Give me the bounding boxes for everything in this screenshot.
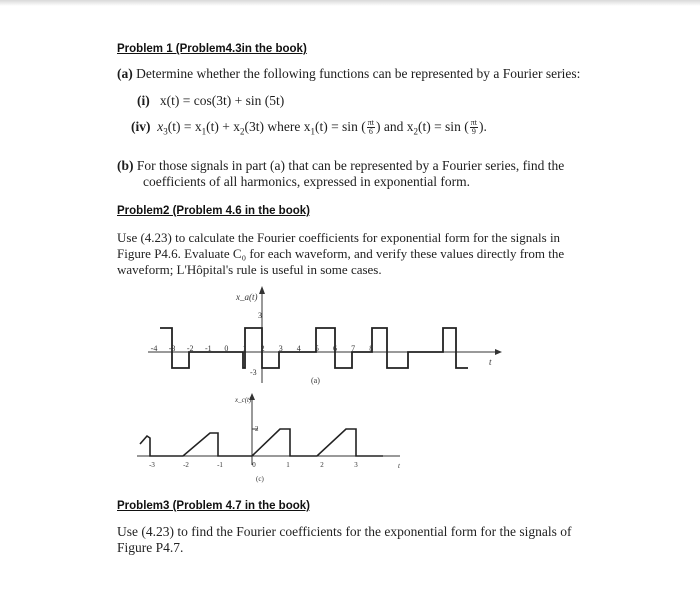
fig-a-ticks-tick: 7 — [351, 344, 356, 353]
problem2-heading: Problem2 (Problem 4.6 in the book) — [117, 205, 310, 217]
fig-c-ylabel: x_c(t) — [235, 396, 252, 404]
item-i-expression: x(t) = cos(3t) + sin (5t) — [159, 93, 285, 108]
item-i-label: (i) — [137, 93, 150, 108]
fig-c-t-label: t — [398, 462, 400, 470]
fig-a-ticks-tick: 5 — [314, 344, 319, 353]
problem1-part-b-line2: coefficients of all harmonics, expressed in exponential form. — [143, 174, 471, 189]
fig-a-ticks-tick: -4 — [150, 344, 158, 353]
fig-a-time-arrow — [495, 349, 502, 355]
expr-part7: (t) = sin ( — [417, 119, 469, 134]
part-a-label: (a) — [117, 66, 133, 81]
sub-2b: 2 — [413, 126, 418, 137]
fig-a-caption: (a) — [311, 376, 320, 385]
fig-a-ticks-tick: 4 — [296, 344, 301, 353]
expr-part8: ). — [478, 119, 487, 134]
problem1-heading: Problem 1 (Problem4.3in the book) — [117, 43, 307, 55]
fig-a-ticks-tick: 3 — [278, 344, 283, 353]
part-b-text-1: For those signals in part (a) that can be represented by a Fourier series, find the — [136, 158, 565, 173]
item-iv-label: (iv) — [131, 119, 151, 134]
fig-c-amp-label: 2 — [255, 425, 259, 433]
fig-a-ticks-tick: 6 — [333, 344, 337, 353]
fig-a-vertical-arrow — [259, 286, 265, 294]
frac1-num: πt — [367, 118, 374, 128]
fig-c-ticks-tick: -3 — [149, 461, 155, 469]
part-a-text: Determine whether the following functions can be represented by a Fourier series: — [136, 66, 581, 81]
fig-a-ticks-tick: -1 — [204, 344, 212, 353]
problem3-line2: Figure P4.7. — [117, 540, 184, 555]
expr-part6: ) and x — [375, 119, 414, 134]
fig-c-ticks-tick: 0 — [252, 461, 256, 469]
fig-c-ticks-tick: -1 — [217, 461, 223, 469]
problem3-line1: Use (4.23) to find the Fourier coefficients for the exponential form for the signals of — [117, 524, 572, 539]
problem3-text — [117, 524, 572, 556]
fig-a-ylabel: x_a(t) — [236, 292, 258, 302]
fig-c-sawtooth-wave — [140, 429, 383, 456]
expr-part4: (3t) where x — [244, 119, 311, 134]
sub-3: 3 — [163, 126, 168, 137]
figure-a — [148, 286, 502, 385]
fig-a-ticks-tick: -3 — [168, 344, 176, 353]
fig-a-ticks-tick: 1 — [242, 344, 247, 353]
sub-1a: 1 — [201, 126, 207, 137]
problem3-heading: Problem3 (Problem 4.7 in the book) — [117, 500, 310, 512]
sub-1b: 1 — [310, 126, 315, 137]
expr-x3: x — [157, 119, 164, 134]
expr-part5: (t) = sin ( — [314, 119, 366, 134]
part-b-label: (b) — [117, 158, 134, 173]
expr-part2: (t) = x — [167, 119, 202, 134]
fig-c-ticks-tick: 1 — [286, 461, 290, 469]
fig-c-ticks-tick: 3 — [354, 461, 358, 469]
frac2-den: 9 — [471, 127, 476, 137]
fig-a-amp-label: 3 — [258, 311, 262, 320]
figure-c — [137, 393, 401, 483]
frac1-den: 6 — [368, 127, 373, 137]
problem2-line1: Use (4.23) to calculate the Fourier coefficients for exponential form for the signals in — [117, 230, 561, 245]
problem2-line2: Figure P4.6. Evaluate C₀ for each waveform, and verify these values directly from the — [117, 246, 565, 261]
fig-c-caption: (c) — [256, 475, 264, 483]
fig-a-ticks-tick: 0 — [224, 344, 229, 353]
fig-a-t-label: t — [489, 357, 492, 367]
fig-a-ticks-tick: -2 — [186, 344, 194, 353]
sub-2a: 2 — [239, 126, 245, 137]
fig-c-ticks-tick: 2 — [320, 461, 324, 469]
frac2-num: πt — [470, 118, 477, 128]
fig-a-ticks-tick: 2 — [260, 344, 265, 353]
fig-c-ticks-tick: -2 — [183, 461, 189, 469]
fig-a-neg-amp-label: -3 — [250, 368, 257, 377]
fig-c-tick-labels — [149, 461, 358, 469]
fig-a-ticks-tick: 8 — [369, 344, 374, 353]
expr-part3: (t) + x — [206, 119, 240, 134]
problem2-line3: waveform; L'Hôpital's rule is useful in some cases. — [117, 262, 382, 277]
